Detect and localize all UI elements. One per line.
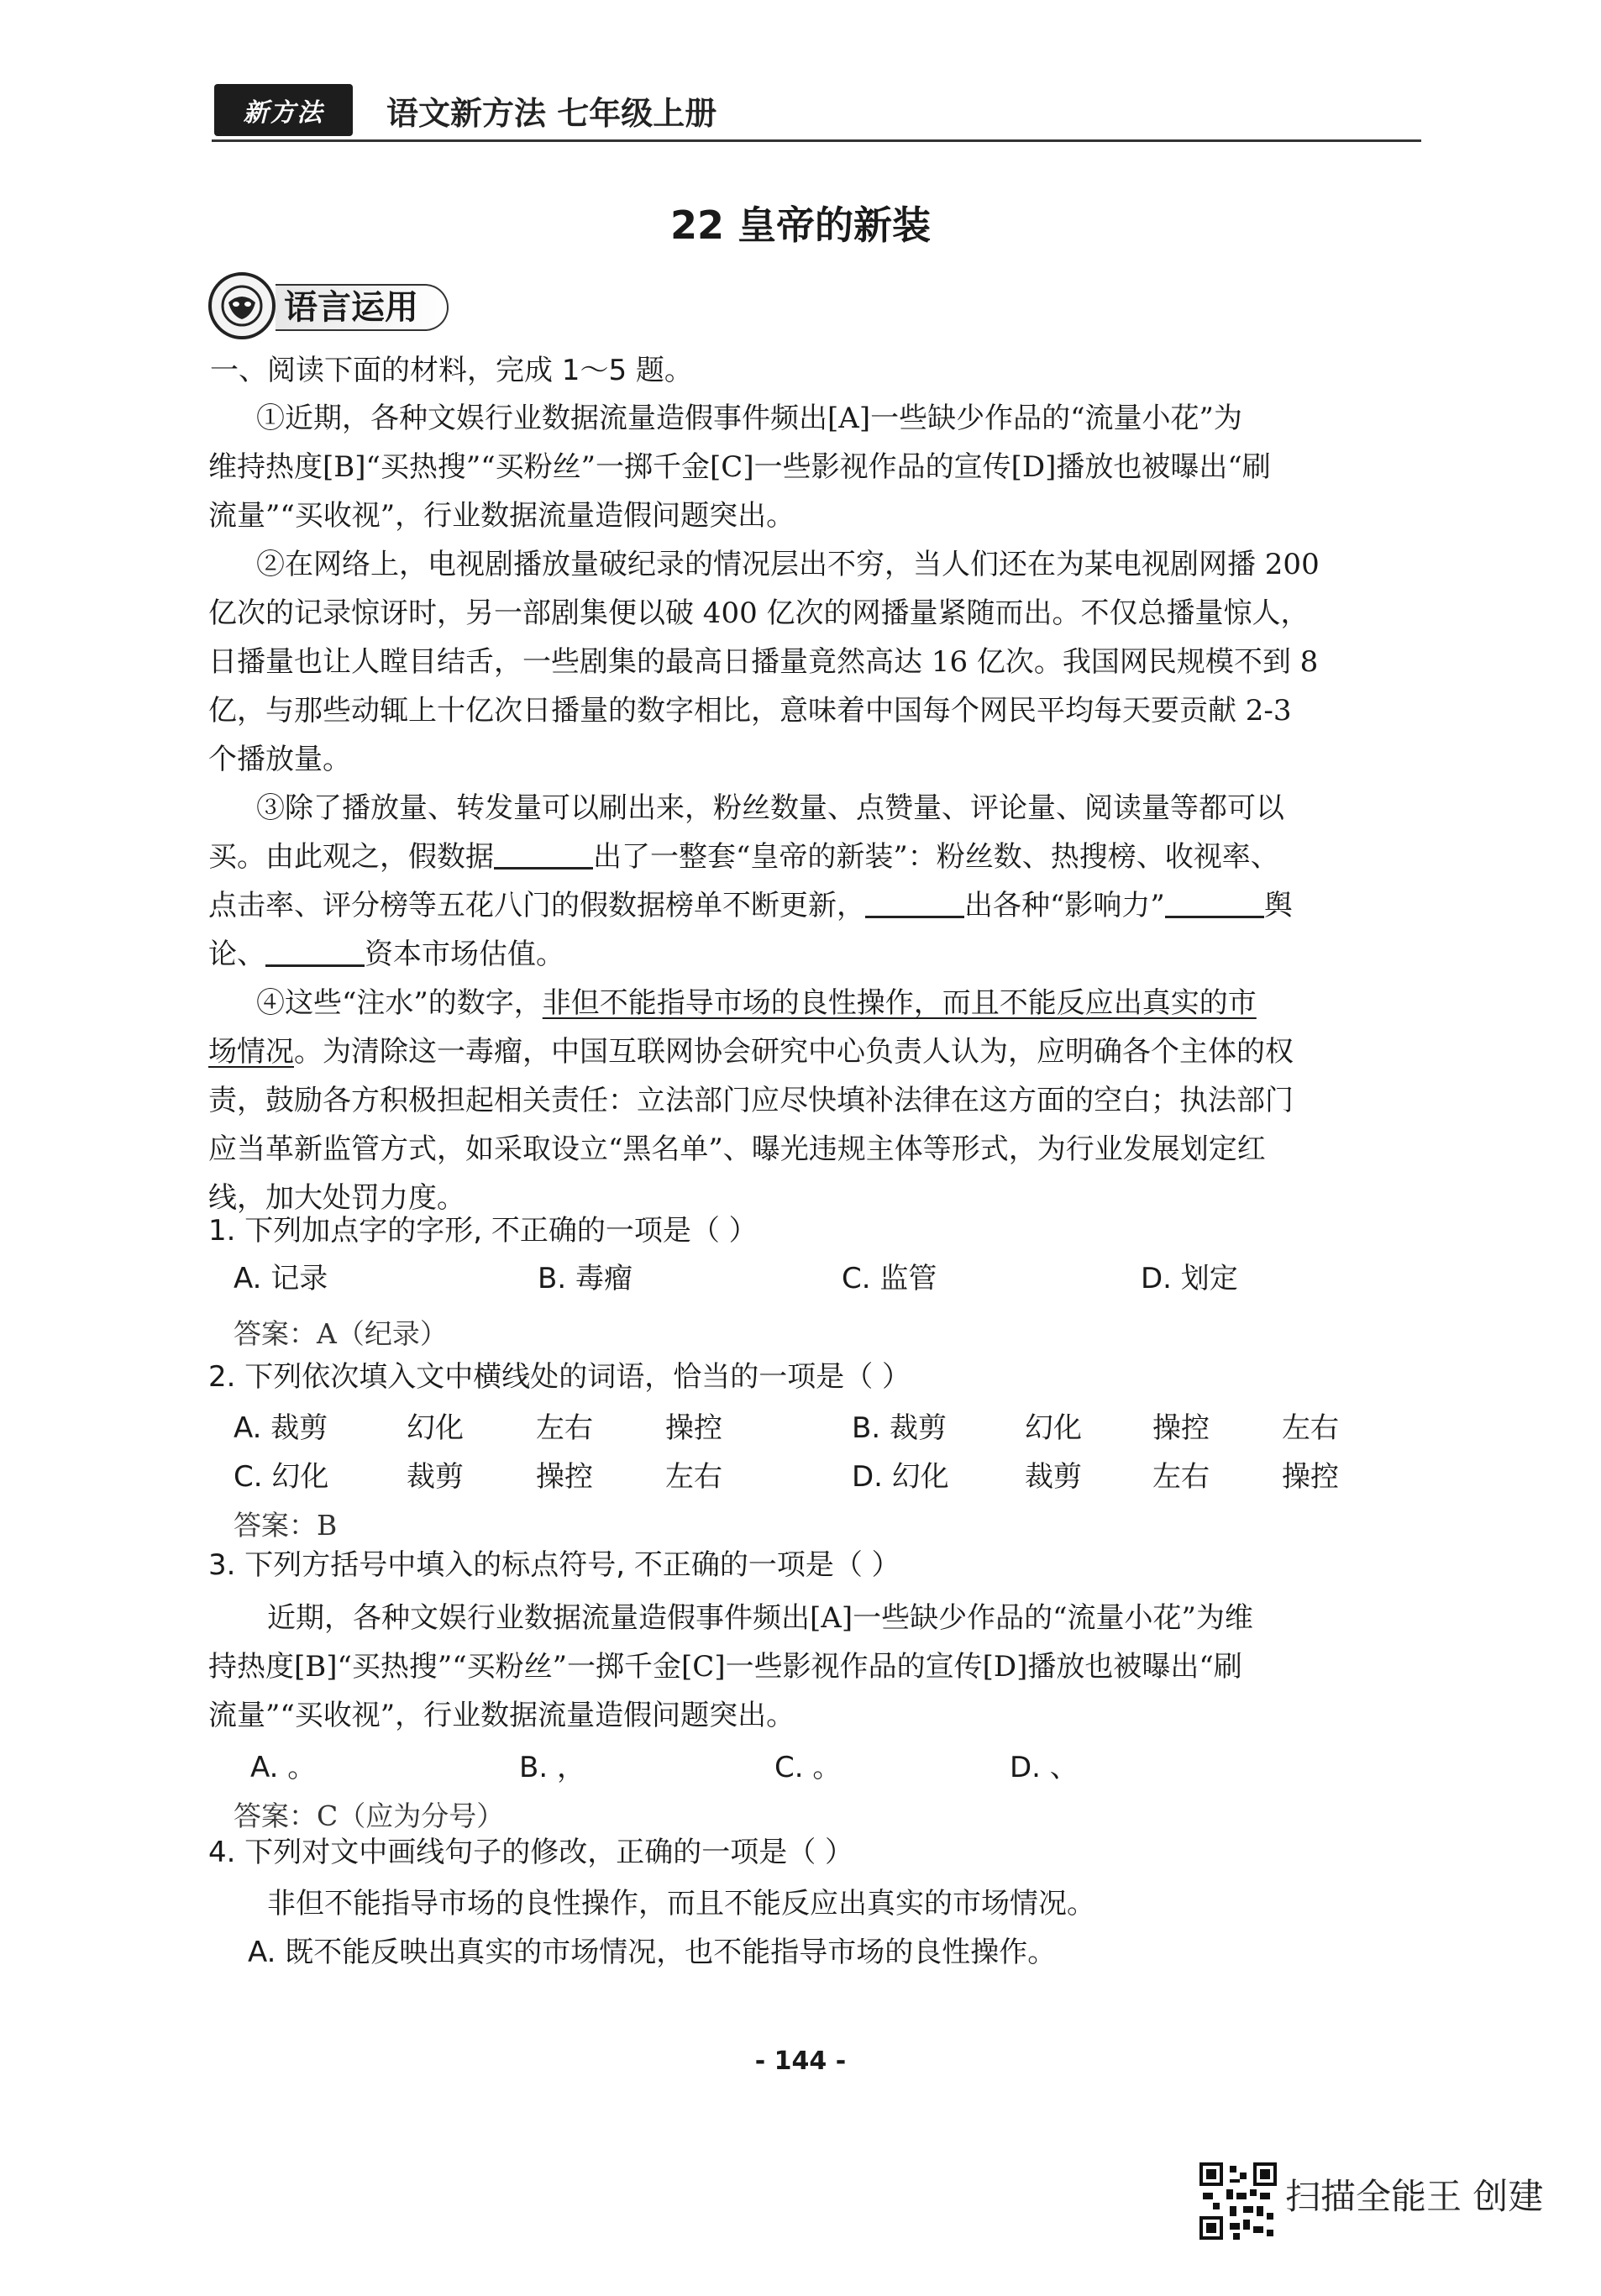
option-word: 左右: [1282, 1411, 1339, 1445]
passage-line: 应当革新监管方式，如采取设立“黑名单”、曝光违规主体等形式，为行业发展划定红: [208, 1132, 1266, 1166]
lesson-title: 22 皇帝的新装: [669, 202, 932, 248]
passage-line: ②在网络上，电视剧播放量破纪录的情况层出不穷，当人们还在为某电视剧网播 200: [256, 548, 1320, 581]
passage-line: 流量”“买收视”，行业数据流量造假问题突出。: [208, 499, 795, 533]
option: A. 既不能反映出真实的市场情况，也不能指导市场的良性操作。: [248, 1936, 1057, 1969]
option: D. 幻化: [852, 1460, 949, 1494]
option: B. 裁剪: [852, 1411, 947, 1445]
exercise-intro: 一、阅读下面的材料，完成 1～5 题。: [210, 354, 693, 387]
question-passage-line: 近期，各种文娱行业数据流量造假事件频出[A]一些缺少作品的“流量小花”为维: [267, 1601, 1253, 1635]
fill-blank: [1165, 891, 1264, 918]
passage-line: 维持热度[B]“买热搜”“买粉丝”一掷千金[C]一些影视作品的宣传[D]播放也被曝出“刷: [208, 450, 1271, 484]
underlined-sentence: 场情况: [208, 1035, 294, 1069]
passage-line: 场情况。为清除这一毒瘤，中国互联网协会研究中心负责人认为，应明确各个主体的权: [208, 1035, 1294, 1069]
option-word: 操控: [665, 1411, 722, 1445]
option-word: 操控: [536, 1460, 593, 1494]
option-word: 裁剪: [407, 1460, 464, 1494]
option-word: 左右: [665, 1460, 722, 1494]
fill-blank: [494, 842, 593, 870]
scanner-watermark: 扫描全能王 创建: [1285, 2176, 1544, 2217]
section-heading: 语言运用: [276, 284, 449, 331]
option-word: 裁剪: [1025, 1460, 1082, 1494]
option: D. 、: [1010, 1751, 1079, 1784]
passage-line: 买。由此观之，假数据 出了一整套“皇帝的新装”：粉丝数、热搜榜、收视率、: [208, 840, 1279, 874]
passage-line: 亿，与那些动辄上十亿次日播量的数字相比，意味着中国每个网民平均每天要贡献 2-3: [208, 694, 1292, 728]
option: B. ，: [519, 1751, 585, 1784]
option: B. 毒瘤: [538, 1262, 633, 1295]
publisher-logo-text: 新方法: [243, 98, 324, 128]
section-badge-icon: [208, 272, 276, 339]
publisher-logo: [214, 84, 353, 136]
option: D. 划定: [1141, 1262, 1238, 1295]
passage-line: 亿次的记录惊讶时，另一部剧集便以破 400 亿次的网播量紧随而出。不仅总播量惊人，: [208, 596, 1310, 630]
mask-icon: [220, 284, 264, 328]
option: A. 。: [250, 1751, 317, 1784]
question-stem: 2. 下列依次填入文中横线处的词语，恰当的一项是（ ）: [208, 1360, 911, 1394]
quoted-sentence: 非但不能指导市场的良性操作，而且不能反应出真实的市场情况。: [267, 1887, 1095, 1920]
passage-line: 线，加大处罚力度。: [208, 1181, 465, 1215]
question-stem: 3. 下列方括号中填入的标点符号, 不正确的一项是（ ）: [208, 1548, 900, 1582]
book-title: 语文新方法 七年级上册: [386, 95, 717, 132]
qr-code-icon: [1199, 2162, 1277, 2240]
option-word: 左右: [536, 1411, 593, 1445]
option: C. 幻化: [234, 1460, 329, 1494]
passage-line: ③除了播放量、转发量可以刷出来，粉丝数量、点赞量、评论量、阅读量等都可以: [256, 791, 1284, 825]
passage-line: 论、 资本市场估值。: [208, 938, 564, 971]
answer-text: 答案：C（应为分号）: [234, 1799, 505, 1832]
header-divider: [212, 139, 1421, 142]
answer-text: 答案：A（纪录）: [234, 1317, 448, 1350]
passage-line: ①近期，各种文娱行业数据流量造假事件频出[A]一些缺少作品的“流量小花”为: [256, 402, 1242, 435]
underlined-sentence: 非但不能指导市场的良性操作，而且不能反应出真实的市: [542, 986, 1257, 1020]
option-word: 左右: [1152, 1460, 1210, 1494]
option: C. 监管: [842, 1262, 937, 1295]
question-stem: 1. 下列加点字的字形, 不正确的一项是（ ）: [208, 1214, 758, 1248]
option-word: 操控: [1152, 1411, 1210, 1445]
option-word: 幻化: [407, 1411, 464, 1445]
question-passage-line: 流量”“买收视”，行业数据流量造假问题突出。: [208, 1699, 795, 1732]
passage-line: 责，鼓励各方积极担起相关责任：立法部门应尽快填补法律在这方面的空白；执法部门: [208, 1084, 1294, 1117]
option: A. 裁剪: [234, 1411, 328, 1445]
question-stem: 4. 下列对文中画线句子的修改，正确的一项是（ ）: [208, 1836, 854, 1869]
option: A. 记录: [234, 1262, 328, 1295]
passage-line: 个播放量。: [208, 743, 351, 776]
page-number: - 144 -: [754, 2046, 847, 2076]
option-word: 幻化: [1025, 1411, 1082, 1445]
option-word: 操控: [1282, 1460, 1339, 1494]
fill-blank: [265, 939, 365, 967]
passage-line: ④这些“注水”的数字，非但不能指导市场的良性操作，而且不能反应出真实的市: [256, 986, 1257, 1020]
answer-text: 答案：B: [234, 1509, 338, 1542]
fill-blank: [865, 891, 964, 918]
option: C. 。: [774, 1751, 842, 1784]
question-passage-line: 持热度[B]“买热搜”“买粉丝”一掷千金[C]一些影视作品的宣传[D]播放也被曝出“刷: [208, 1650, 1242, 1684]
passage-line: 日播量也让人瞠目结舌，一些剧集的最高日播量竟然高达 16 亿次。我国网民规模不到 8: [208, 645, 1319, 679]
passage-line: 点击率、评分榜等五花八门的假数据榜单不断更新， 出各种“影响力” 舆: [208, 889, 1293, 922]
